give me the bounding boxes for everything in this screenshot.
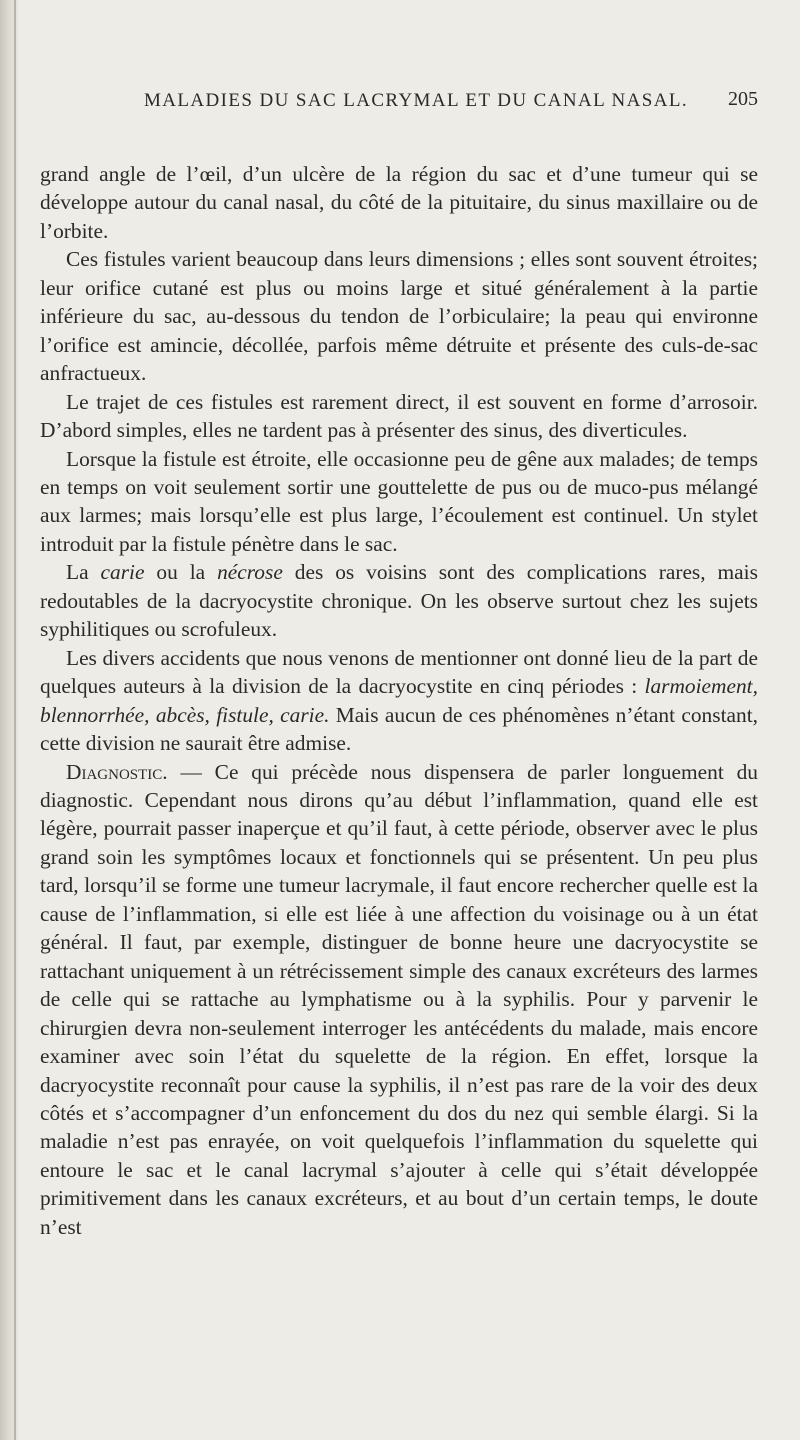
paragraph-5 — [40, 558, 758, 643]
paragraph-5-rest: des os voisins sont des complications rares, mais redoutables de la dacryocystite chronique. On les observe surtout chez les sujets syphilitiques ou scrofuleux. — [40, 560, 758, 642]
paragraph-6-before: Les divers accidents que nous venons de mentionner ont donné lieu de la part de quelques auteurs à la division de la dacryocystite en cinq périodes : — [40, 645, 758, 699]
paragraph-3: Le trajet de ces fistules est rarement direct, il est souvent en forme d’arrosoir. D’abord simples, elles ne tardent pas à présenter des sinus, des diverticules. — [40, 389, 758, 443]
term-necrose: nécrose — [217, 560, 283, 585]
page-number: 205 — [728, 88, 758, 110]
section-heading-diagnostic: Diagnostic. — [66, 759, 168, 784]
term-periodes: larmoiement, blennorrhée, abcès, fistule, carie. — [40, 674, 758, 727]
paragraph-diagnostic-text: — Ce qui précède nous dispensera de parler longuement du diagnostic. Cependant nous dirons qu’au début l’inflammation, quand elle est légère, pourrait passer inaperçue et qu’il faut, à cette période, observer avec le plus grand soin les symptômes locaux et fonctionnels qui se présentent. Un peu plus tard, lorsqu’il se forme une tumeur lacrymale, il faut encore rechercher quelle est la cause de l’inflammation, si elle est liée à une affection du voisinage ou à un état général. Il faut, par exemple, distinguer de bonne heure une dacryocystite se rattachant uniquement à un rétrécissement simple des canaux excréteurs des larmes de celle qui se rattache au lymphatisme ou à la syphilis. Pour y parvenir le chirurgien devra non-seulement interroger les antécédents du malade, mais encore examiner avec soin l’état du squelette de la région. En effet, lorsque la dacryocystite reconnaît pour cause la syphilis, il n’est pas rare de la voir des deux côtés et s’accompagner d’un enfoncement du dos du nez qui semble élargi. Si la maladie n’est pas enrayée, on voit quelquefois l’inflammation du squelette qui entoure le sac et le canal lacrymal s’ajouter à celle qui s’était développée primitivement dans les canaux excréteurs, et au bout d’un certain temps, le doute n’est — [40, 759, 758, 1239]
paragraph-4: Lorsque la fistule est étroite, elle occasionne peu de gêne aux malades; de temps en temps on voit seulement sortir une gouttelette de pus ou de muco-pus mélangé aux larmes; mais lorsqu’elle est plus large, l’écoulement est continuel. Un stylet introduit par la fistule pénètre dans le sac. — [40, 446, 758, 556]
paragraph-5-la: La — [66, 560, 89, 585]
paragraph-5-ou-la: ou la — [156, 560, 206, 585]
body-text — [40, 160, 758, 1241]
paragraph-6 — [40, 644, 758, 758]
binding-crease — [14, 0, 16, 1440]
running-header — [40, 62, 758, 111]
paragraph-2: Ces fistules varient beaucoup dans leurs dimensions ; elles sont souvent étroites; leur orifice cutané est plus ou moins large et situé généralement à la partie inférieure du sac, au-dessous du tendon de l’orbiculaire; la peau qui environne l’orifice est amincie, décollée, parfois même détruite et présente des culs-de-sac anfractueux. — [40, 247, 758, 386]
paragraph-6-after: Mais aucun de ces phénomènes n’étant constant, cette division ne saurait être admise. — [40, 702, 758, 756]
paragraph-diagnostic — [40, 758, 758, 1242]
paragraph-1: grand angle de l’œil, d’un ulcère de la région du sac et d’une tumeur qui se développe autour du canal nasal, du côté de la pituitaire, du sinus maxillaire ou de l’orbite. — [40, 162, 758, 243]
header-title: MALADIES DU SAC LACRYMAL ET DU CANAL NASAL. — [144, 90, 689, 111]
document-page — [40, 62, 758, 1239]
term-carie: carie — [100, 560, 145, 585]
